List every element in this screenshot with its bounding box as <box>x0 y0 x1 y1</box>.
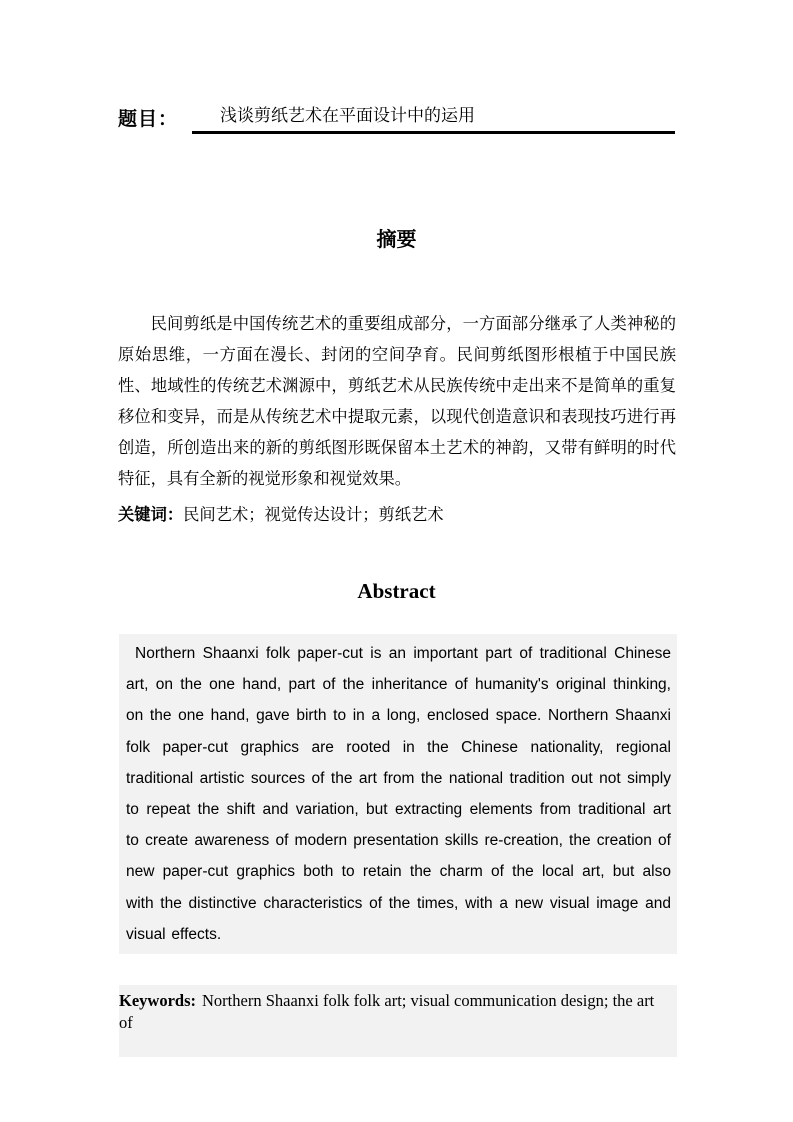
chinese-abstract-body: 民间剪纸是中国传统艺术的重要组成部分，一方面部分继承了人类神秘的原始思维，一方面在漫长、封闭的空间孕育。民间剪纸图形根植于中国民族性、地域性的传统艺术渊源中，剪纸艺术从民族传统中走出来不是简单的重复移位和变异，而是从传统艺术中提取元素，以现代创造意识和表现技巧进行再创造，所创造出来的新的剪纸图形既保留本土艺术的神韵，又带有鲜明的时代特征，具有全新的视觉形象和视觉效果。 <box>118 314 676 488</box>
english-keywords-line <box>119 985 677 1057</box>
title-text: 浅谈剪纸艺术在平面设计中的运用 <box>220 106 476 125</box>
chinese-keywords-line <box>118 504 676 526</box>
chinese-keywords-text: 民间艺术；视觉传达设计；剪纸艺术 <box>183 505 444 524</box>
english-keywords-label: Keywords: <box>119 991 196 1011</box>
title-underline-field <box>192 103 675 134</box>
english-abstract-body: Northern Shaanxi folk paper-cut is an important part of traditional Chinese art, on the one hand, part of the inheritance of humanity's original thinking, on the one hand, gave birth to in a long, enclosed space. Northern Shaanxi folk paper-cut graphics are rooted in the Chinese nationality, regional traditional artistic sources of the art from the national tradition out not simply to repeat the shift and variation, but extracting elements from traditional art to create awareness of modern presentation skills re-creation, the creation of new paper-cut graphics both to retain the charm of the local art, but also with the distinctive characteristics of the times, with a new visual image and visual effects. <box>119 634 677 954</box>
chinese-keywords-label: 关键词： <box>118 505 184 524</box>
english-keywords-text: Northern Shaanxi folk folk art; visual communication design; the art of <box>119 991 655 1033</box>
title-row <box>118 103 675 134</box>
title-label: 题目： <box>118 109 179 130</box>
english-abstract-heading: Abstract <box>357 579 436 603</box>
chinese-abstract-heading: 摘要 <box>376 229 417 251</box>
